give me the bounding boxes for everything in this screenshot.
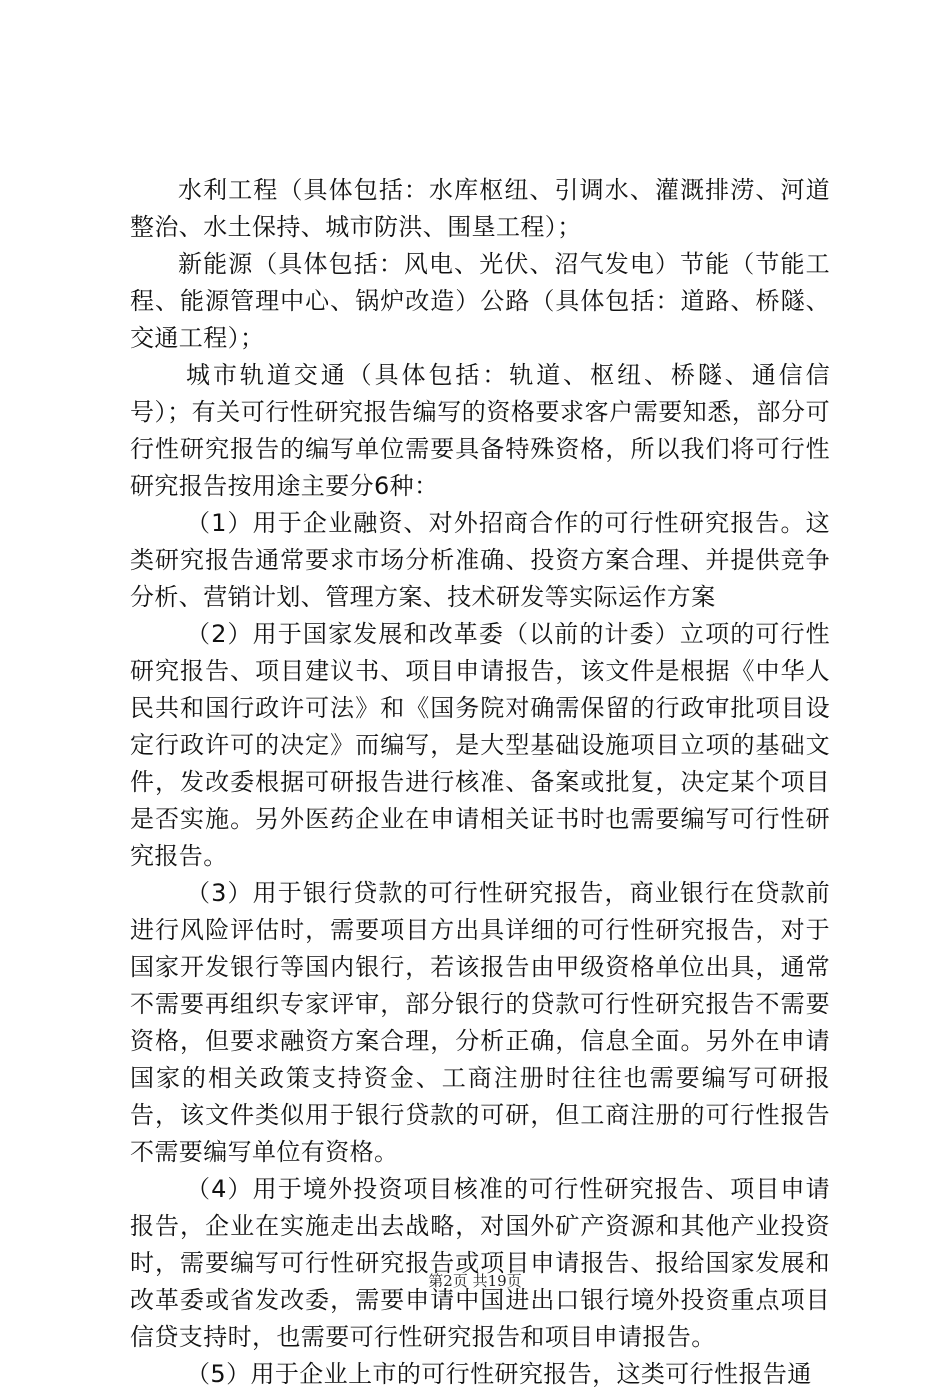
paragraph-item-5: （5）用于企业上市的可行性研究报告，这类可行性报告通 bbox=[186, 1360, 812, 1388]
paragraph-water-conservancy: 水利工程（具体包括：水库枢纽、引调水、灌溉排涝、河道整治、水土保持、城市防洪、围垦工程）； bbox=[130, 176, 830, 241]
paragraph-new-energy: 新能源（具体包括：风电、光伏、沼气发电）节能（节能工程、能源管理中心、锅炉改造）公路（具体包括：道路、桥隧、交通工程）； bbox=[130, 250, 830, 352]
paragraph-item-1: （1）用于企业融资、对外招商合作的可行性研究报告。这类研究报告通常要求市场分析准确、投资方案合理、并提供竞争分析、营销计划、管理方案、技术研发等实际运作方案 bbox=[130, 509, 830, 611]
paragraph-item-4: （4）用于境外投资项目核准的可行性研究报告、项目申请报告，企业在实施走出去战略，对国外矿产资源和其他产业投资时，需要编写可行性研究报告或项目申请报告、报给国家发展和改革委或省发改委，需要申请中国进出口银行境外投资重点项目信贷支持时，也需要可行性研究报告和项目申请报告。 bbox=[130, 1175, 830, 1351]
paragraph-item-3: （3）用于银行贷款的可行性研究报告，商业银行在贷款前进行风险评估时，需要项目方出具详细的可行性研究报告，对于国家开发银行等国内银行，若该报告由甲级资格单位出具，通常不需要再组织专家评审，部分银行的贷款可行性研究报告不需要资格，但要求融资方案合理，分析正确，信息全面。另外在申请国家的相关政策支持资金、工商注册时往往也需要编写可研报告，该文件类似用于银行贷款的可研，但工商注册的可行性报告不需要编写单位有资格。 bbox=[130, 879, 830, 1166]
document-body bbox=[130, 172, 830, 1393]
paragraph-item-2: （2）用于国家发展和改革委（以前的计委）立项的可行性研究报告、项目建议书、项目申请报告，该文件是根据《中华人民共和国行政许可法》和《国务院对确需保留的行政审批项目设定行政许可的决定》而编写，是大型基础设施项目立项的基础文件，发改委根据可研报告进行核准、备案或批复，决定某个项目是否实施。另外医药企业在申请相关证书时也需要编写可行性研究报告。 bbox=[130, 620, 830, 870]
paragraph-urban-rail: 城市轨道交通（具体包括：轨道、枢纽、桥隧、通信信号）；有关可行性研究报告编写的资格要求客户需要知悉，部分可行性研究报告的编写单位需要具备特殊资格，所以我们将可行性研究报告按用途主要分6种： bbox=[130, 361, 830, 500]
page-number-footer: 第2页 共19页 bbox=[428, 1272, 522, 1290]
